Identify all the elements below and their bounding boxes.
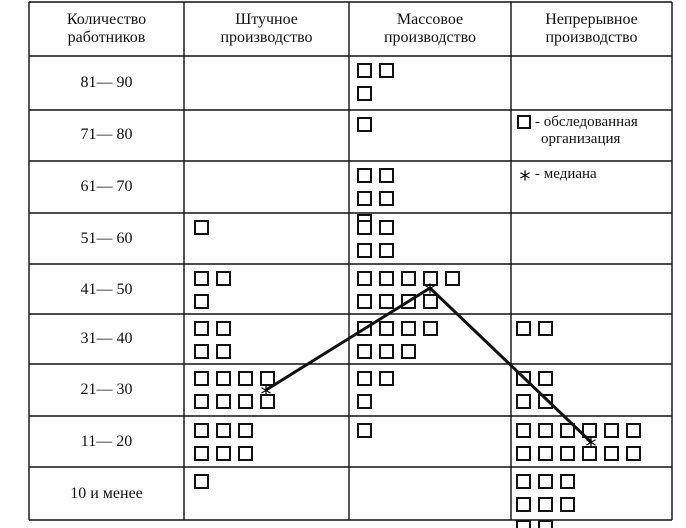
organization-square-icon [380,322,393,335]
organization-square-icon [195,475,208,488]
organization-square-icon [358,221,371,234]
row-label: 31— 40 [80,330,133,347]
organization-square-icon [217,372,230,385]
row-label: 11— 20 [80,433,133,450]
header-continuous-production [511,11,672,47]
row-label: 10 и менее [70,485,143,502]
organization-square-icon [239,424,252,437]
organization-square-icon [380,169,393,182]
row-label: 71— 80 [80,126,133,143]
organization-square-icon [195,424,208,437]
organization-square-icon [358,372,371,385]
organization-square-icon [195,272,208,285]
organization-square-icon [195,322,208,335]
organization-square-icon [217,345,230,358]
organization-square-icon [195,295,208,308]
organization-square-icon [402,322,415,335]
organization-square-icon [517,447,530,460]
organization-square-icon [358,295,371,308]
legend-median-icon: * [519,168,531,193]
header-unit-line1: Штучное [235,11,298,28]
header-unit-line2: производство [220,29,313,46]
header-mass-line2: производство [383,29,477,46]
organization-square-icon [217,272,230,285]
header-unit-production [184,11,349,47]
header-continuous-line2: производство [545,29,638,46]
organization-square-icon [195,345,208,358]
organization-square-icon [517,521,530,528]
organization-square-icon [517,424,530,437]
organization-square-icon [195,395,208,408]
organization-square-icon [424,322,437,335]
row-label: 81— 90 [80,74,133,91]
organization-square-icon [561,475,574,488]
organization-square-icon [605,447,618,460]
legend-square-icon [518,116,530,128]
organization-square-icon [627,447,640,460]
organization-square-icon [217,395,230,408]
organization-square-icon [380,244,393,257]
organization-square-icon [358,272,371,285]
organization-square-icon [358,345,371,358]
organization-square-icon [605,424,618,437]
header-employees [29,11,184,47]
organization-square-icon [627,424,640,437]
organization-square-icon [380,221,393,234]
organization-square-icon [539,372,552,385]
organization-square-icon [380,192,393,205]
legend-square-label-line2: организация [541,131,621,147]
organization-square-icon [358,169,371,182]
organization-square-icon [446,272,459,285]
legend-median-label: - медиана [535,166,597,182]
organization-square-icon [358,395,371,408]
organization-square-icon [195,221,208,234]
organization-square-icon [380,295,393,308]
legend-square-label [535,114,638,148]
organization-square-icon [239,372,252,385]
organization-square-icon [561,498,574,511]
header-mass-production [349,11,511,47]
organization-square-icon [561,424,574,437]
organization-square-icon [539,521,552,528]
organization-square-icon [195,447,208,460]
organization-square-icon [539,475,552,488]
row-label: 41— 50 [80,281,133,298]
header-mass-line1: Массовое [396,11,464,28]
organization-square-icon [358,192,371,205]
organization-square-icon [239,395,252,408]
organization-square-icon [539,322,552,335]
organization-square-icon [358,64,371,77]
organization-square-icon [517,395,530,408]
organization-square-icon [380,64,393,77]
header-employees-line1: Количество [66,11,147,28]
organization-square-icon [239,447,252,460]
organization-square-icon [380,345,393,358]
organization-square-icon [217,322,230,335]
median-marker-mass: * [424,281,436,306]
organization-square-icon [517,475,530,488]
row-label: 21— 30 [80,381,133,398]
organization-square-icon [561,447,574,460]
organization-square-icon [517,322,530,335]
organization-square-icon [539,447,552,460]
median-marker-unit: * [260,383,272,408]
header-employees-line2: работников [67,29,146,46]
header-continuous-line1: Непрерывное [545,11,638,28]
organization-square-icon [402,345,415,358]
organization-square-icon [380,272,393,285]
organization-square-icon [402,272,415,285]
organization-square-icon [539,498,552,511]
median-line [266,288,591,442]
organization-square-icon [358,244,371,257]
organization-square-icon [217,447,230,460]
organization-square-icon [517,498,530,511]
organization-square-icon [539,424,552,437]
row-label: 51— 60 [80,230,133,247]
organization-square-icon [217,424,230,437]
organization-square-icon [358,424,371,437]
organization-square-icon [358,87,371,100]
organization-square-icon [195,372,208,385]
organization-square-icon [380,372,393,385]
legend-square-label-line1: - обследованная [535,114,638,130]
median-marker-continuous: * [585,435,597,460]
row-label: 61— 70 [80,178,133,195]
organization-square-icon [358,118,371,131]
